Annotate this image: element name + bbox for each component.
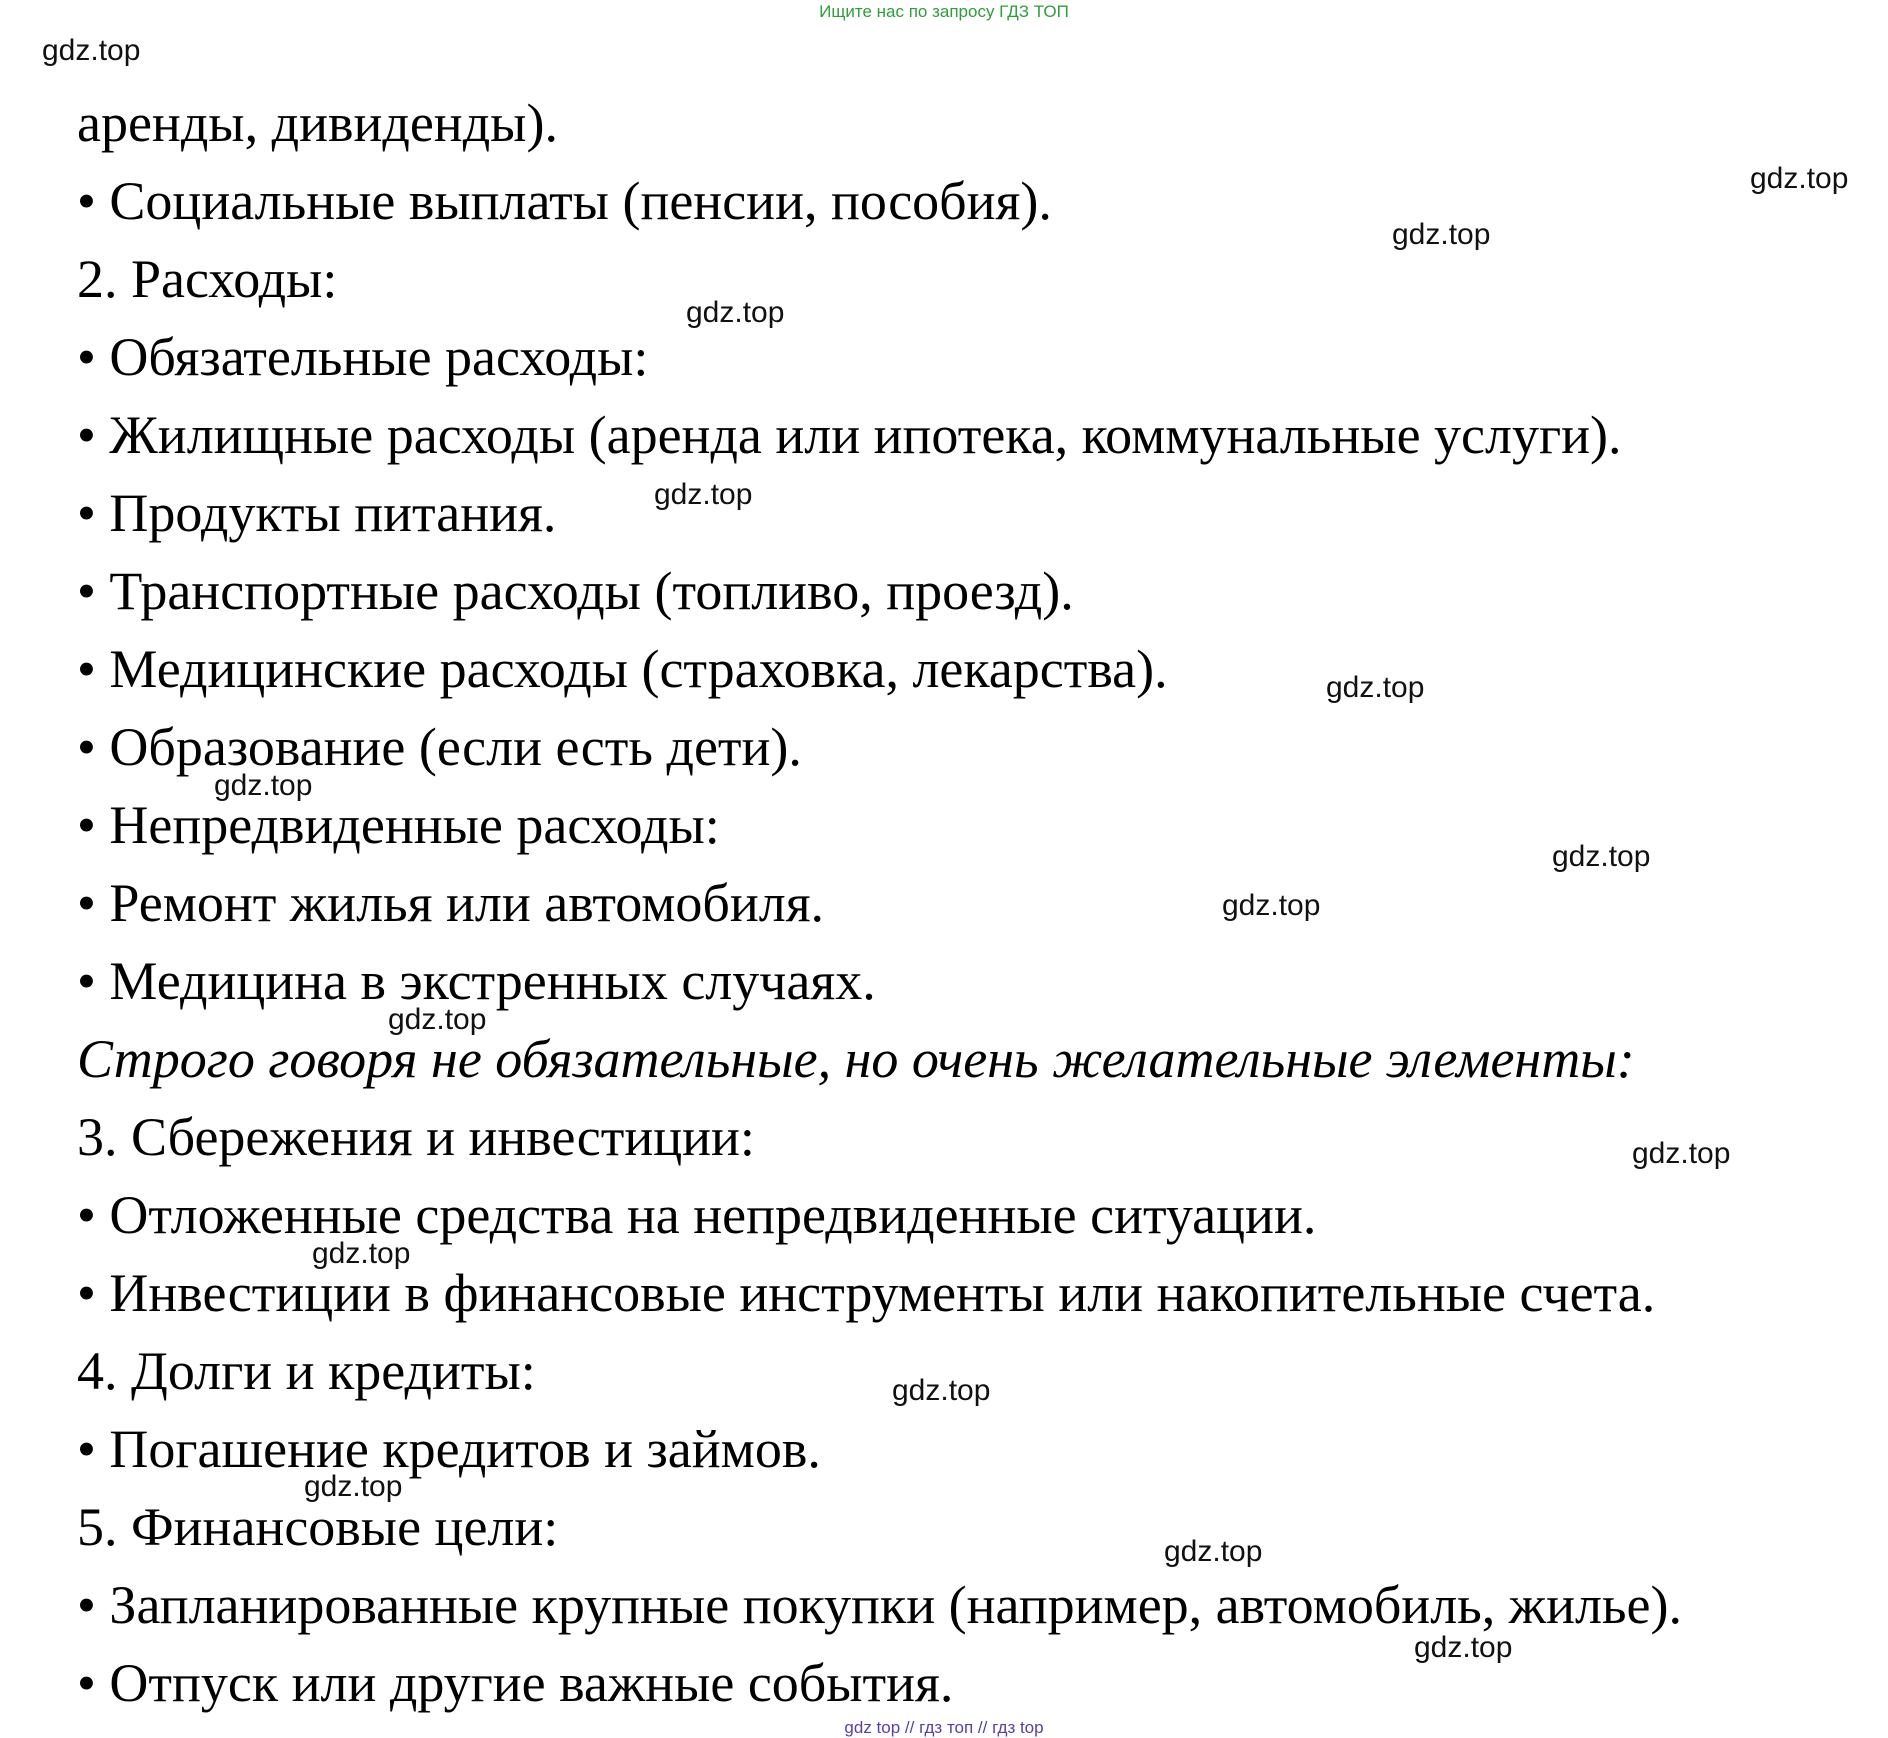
watermark: gdz.top [1164,1535,1263,1568]
watermark: gdz.top [1750,162,1849,195]
text-line: • Медицина в экстренных случаях. [77,951,876,1011]
watermark: gdz.top [388,1003,487,1036]
text-line: • Инвестиции в финансовые инструменты или накопительные счета. [77,1263,1656,1323]
watermark: gdz.top [214,769,313,802]
text-line: 3. Сбережения и инвестиции: [77,1107,755,1167]
footer-banner: gdz top // гдз топ // гдз top [844,1718,1044,1737]
text-line: • Обязательные расходы: [77,327,649,387]
text-line: • Ремонт жилья или автомобиля. [77,873,825,933]
watermark: gdz.top [304,1470,403,1503]
text-line: • Жилищные расходы (аренда или ипотека, коммунальные услуги). [77,405,1622,465]
text-line: • Отпуск или другие важные события. [77,1653,954,1713]
watermark: gdz.top [312,1237,411,1270]
text-line: аренды, дивиденды). [77,93,558,153]
text-line: • Медицинские расходы (страховка, лекарства). [77,639,1168,699]
text-line: • Погашение кредитов и займов. [77,1419,821,1479]
watermark: gdz.top [892,1374,991,1407]
header-banner: Ищите нас по запросу ГДЗ ТОП [819,2,1069,21]
text-line: • Отложенные средства на непредвиденные ситуации. [77,1185,1317,1245]
text-line: 2. Расходы: [77,249,338,309]
watermark: gdz.top [1632,1137,1731,1170]
watermark: gdz.top [1414,1631,1513,1664]
watermark: gdz.top [1222,889,1321,922]
text-line: • Запланированные крупные покупки (например, автомобиль, жилье). [77,1575,1682,1635]
text-line: • Социальные выплаты (пенсии, пособия). [77,171,1052,231]
watermark: gdz.top [654,478,753,511]
watermark: gdz.top [1552,840,1651,873]
watermark: gdz.top [42,34,141,67]
text-line: • Образование (если есть дети). [77,717,802,777]
text-line: • Непредвиденные расходы: [77,795,720,855]
text-line: 4. Долги и кредиты: [77,1341,536,1401]
text-line: • Транспортные расходы (топливо, проезд). [77,561,1074,621]
text-line: 5. Финансовые цели: [77,1497,559,1557]
text-line: • Продукты питания. [77,483,557,543]
watermark: gdz.top [1326,671,1425,704]
watermark: gdz.top [1392,218,1491,251]
italic-note: Строго говоря не обязательные, но очень желательные элементы: [77,1029,1635,1089]
watermark: gdz.top [686,296,785,329]
